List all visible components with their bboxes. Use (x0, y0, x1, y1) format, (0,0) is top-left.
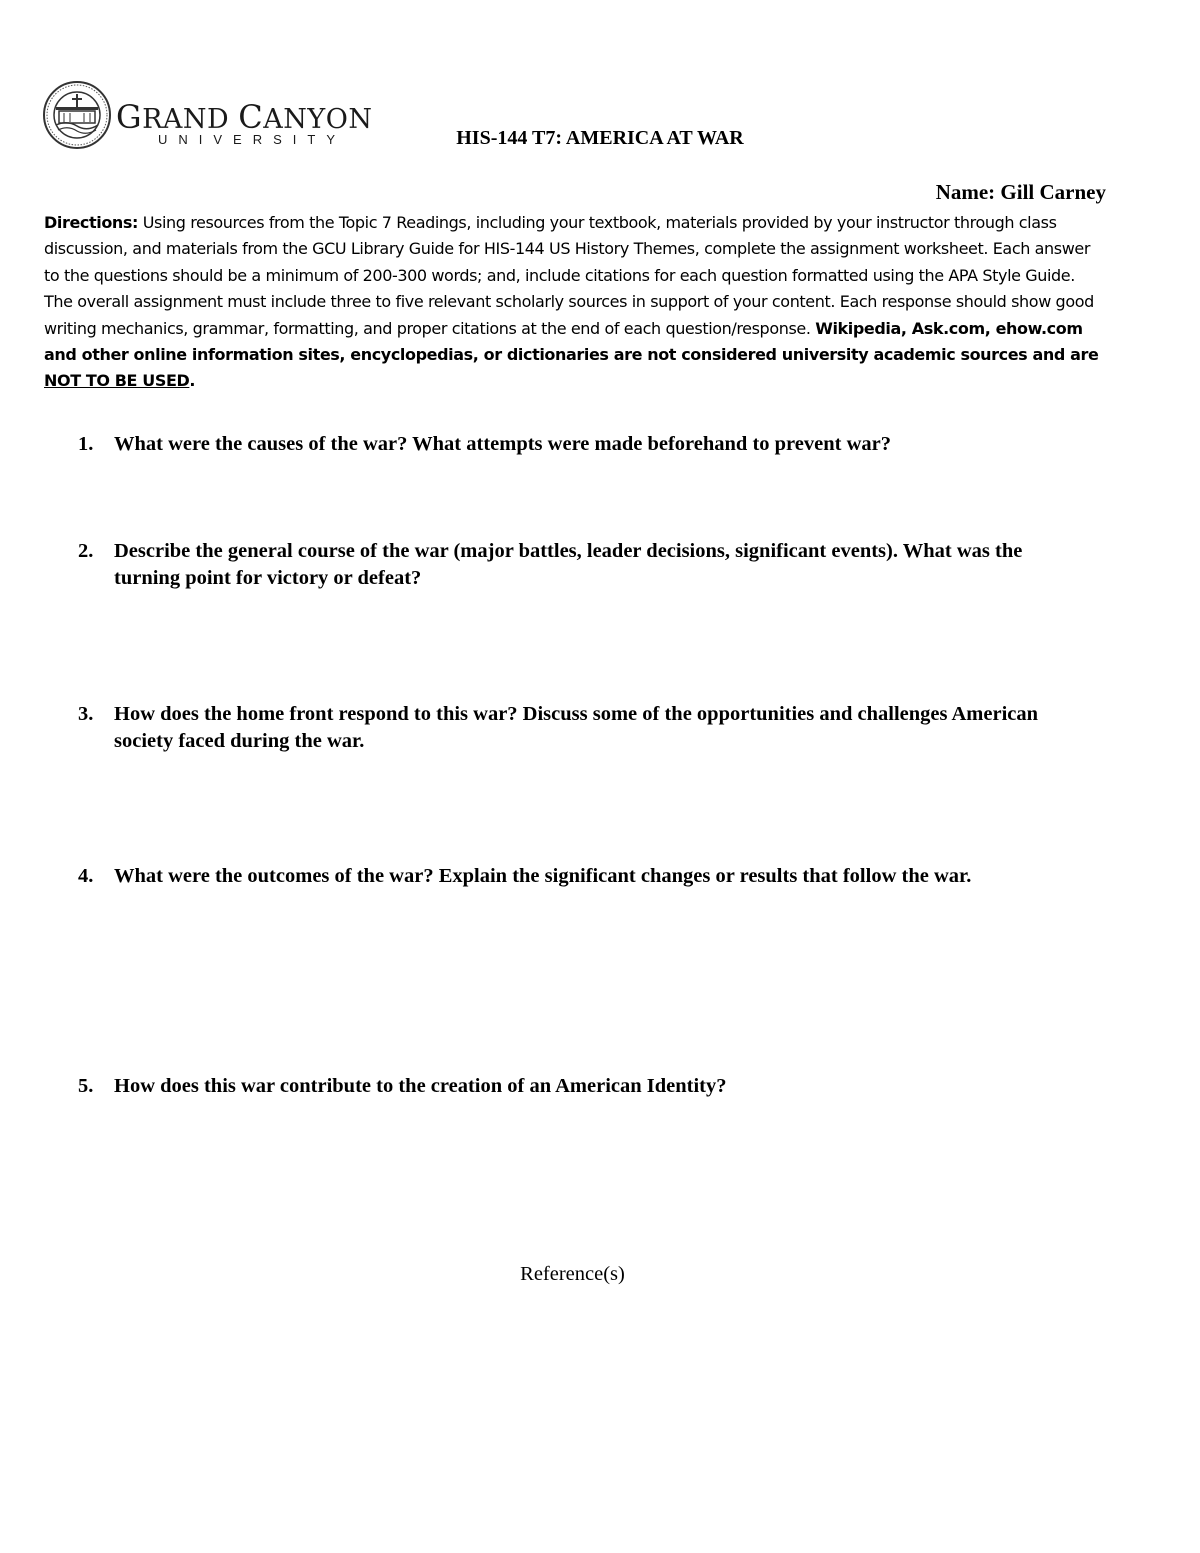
question-number: 5. (78, 1075, 94, 1097)
directions-end: . (189, 371, 196, 391)
question-text: How does this war contribute to the creation of an American Identity? (114, 1075, 727, 1097)
directions-label: Directions: (44, 213, 139, 232)
references-heading: Reference(s) (520, 1263, 625, 1285)
logo-wordmark: GRAND CANYON (116, 98, 373, 136)
not-to-be-used-text: NOT TO BE USED (44, 371, 190, 391)
question-text: What were the outcomes of the war? Explain the significant changes or results that follow the war. (114, 865, 972, 887)
directions-paragraph (44, 210, 1108, 395)
question-2 (78, 538, 1078, 592)
question-number: 2. (78, 540, 94, 562)
question-number: 1. (78, 433, 94, 455)
question-3 (78, 701, 1078, 755)
question-text: How does the home front respond to this war? Discuss some of the opportunities and challenges American society faced during the war. (114, 703, 1039, 752)
question-text: What were the causes of the war? What attempts were made beforehand to prevent war? (114, 433, 891, 455)
question-4 (78, 863, 1078, 890)
document-title: HIS-144 T7: AMERICA AT WAR (456, 127, 744, 149)
question-number: 4. (78, 865, 94, 887)
student-name: Name: Gill Carney (935, 180, 1106, 204)
question-1 (78, 431, 1078, 458)
directions-body: Using resources from the Topic 7 Readings, including your textbook, materials provided by your instructor through class discussion, and materials from the GCU Library Guide for HIS-144 US History Themes, complete the assignment worksheet. Each answer to the questions should be a minimum of 200-300 words; and, include citations for each question formatted using the APA Style Guide. The overall assignment must include three to five relevant scholarly sources in support of your content. Each response should show good writing mechanics, grammar, formatting, and proper citations at the end of each question/response. (44, 213, 1094, 338)
question-5 (78, 1073, 1078, 1100)
question-text: Describe the general course of the war (major battles, leader decisions, significant events). What was the turning point for victory or defeat? (114, 540, 1023, 589)
directions-warning: Wikipedia, Ask.com, ehow.com and other online information sites, encyclopedias, or dictionaries are not considered university academic sources and are (44, 318, 1099, 365)
logo-subtitle: UNIVERSITY (158, 132, 347, 147)
question-number: 3. (78, 703, 94, 725)
